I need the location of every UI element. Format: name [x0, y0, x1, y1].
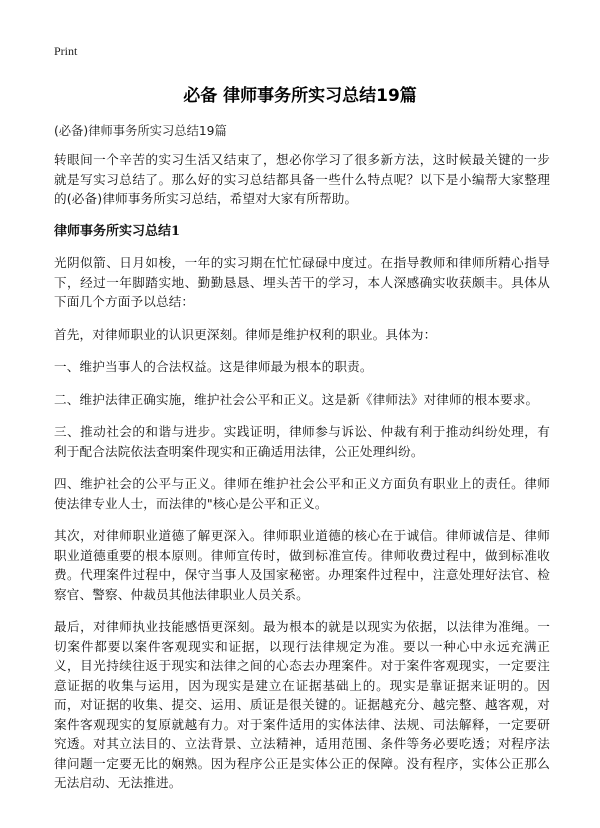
body-paragraph: 二、维护法律正确实施，维护社会公平和正义。这是新《律师法》对律师的根本要求。 [54, 391, 539, 407]
print-link[interactable]: Print [54, 44, 78, 58]
document-body [54, 150, 550, 806]
document-subtitle: (必备)律师事务所实习总结19篇 [54, 124, 227, 138]
body-paragraph: 四、维护社会的公平与正义。律师在维护社会公平和正义方面负有职业上的责任。律师使法律专业人士，而法律的"核心是公平和正义。 [54, 476, 550, 511]
body-paragraph: 三、推动社会的和谐与进步。实践证明，律师参与诉讼、仲裁有利于推动纠纷处理，有利于配合法院依法查明案件现实和正确适用法律，公正处理纠纷。 [54, 424, 550, 459]
body-paragraph: 最后，对律师执业技能感悟更深刻。最为根本的就是以现实为依据，以法律为准绳。一切案件都要以案件客观现实和证据，以现行法律规定为准。要以一种心中永远充满正义，目光持续往返于现实和法律之间的心态去办理案件。对于案件客观现实，一定要注意证据的收集与运用，因为现实是建立在证据基础上的。现实是靠证据来证明的。因而，对证据的收集、提交、运用、质证是很关键的。证据越充分、越完整、越客观，对案件客观现实的复原就越有力。对于案件适用的实体法律、法规、司法解释，一定要研究透。对其立法目的、立法背景、立法精神，适用范围、条件等务必要吃透；对程序法律问题一定要无比的娴熟。因为程序公正是实体公正的保障。没有程序，实体公正那么无法启动、无法推进。 [54, 619, 550, 790]
body-paragraph: 其次，对律师职业道德了解更深入。律师职业道德的核心在于诚信。律师诚信是、律师职业道德重要的根本原则。律师宣传时，做到标准宣传。律师收费过程中，做到标准收费。代理案件过程中，保守当事人及国家秘密。办理案件过程中，注意处理好法官、检察官、警察、仲裁员其他法律职业人员关系。 [54, 528, 550, 602]
body-paragraph: 首先，对律师职业的认识更深刻。律师是维护权利的职业。具体为： [54, 326, 437, 342]
body-paragraph: 一、维护当事人的合法权益。这是律师最为根本的职责。 [54, 359, 373, 374]
section-heading: 律师事务所实习总结1 [54, 223, 181, 239]
document-title: 必备 律师事务所实习总结19篇 [183, 86, 417, 106]
intro-paragraph: 转眼间一个辛苦的实习生活又结束了，想必你学习了很多新方法，这时候最关键的一步就是写实习总结了。那么好的实习总结都具备一些什么特点呢？以下是小编帮大家整理的(必备)律师事务所实习总结，希望对大家有所帮助。 [54, 152, 550, 206]
body-paragraph: 光阴似箭、日月如梭，一年的实习期在忙忙碌碌中度过。在指导教师和律师所精心指导下，经过一年脚踏实地、勤勤恳恳、埋头苦干的学习，本人深感确实收获颇丰。具体从下面几个方面予以总结： [54, 255, 550, 309]
